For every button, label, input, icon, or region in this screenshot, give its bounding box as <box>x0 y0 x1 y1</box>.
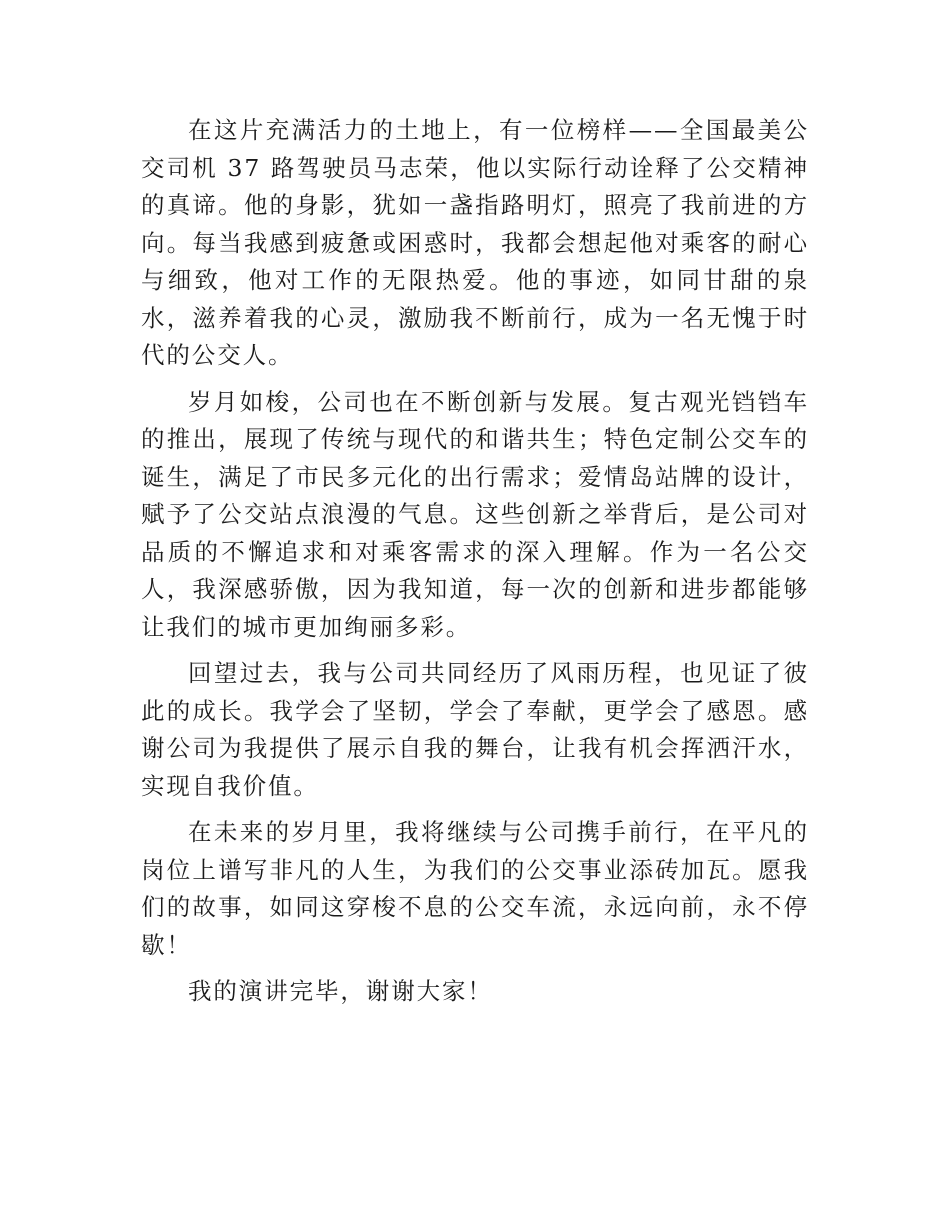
paragraph-role-model: 在这片充满活力的土地上，有一位榜样——全国最美公交司机 37 路驾驶员马志荣，他以实际行动诠释了公交精神的真谛。他的身影，犹如一盏指路明灯，照亮了我前进的方向。每当我感到疲惫或困惑时，我都会想起他对乘客的耐心与细致，他对工作的无限热爱。他的事迹，如同甘甜的泉水，滋养着我的心灵，激励我不断前行，成为一名无愧于时代的公交人。 <box>141 116 809 369</box>
paragraph-looking-back: 回望过去，我与公司共同经历了风雨历程，也见证了彼此的成长。我学会了坚韧，学会了奉献，更学会了感恩。感谢公司为我提供了展示自我的舞台，让我有机会挥洒汗水，实现自我价值。 <box>141 659 809 800</box>
document-page <box>141 112 809 1020</box>
paragraph-future: 在未来的岁月里，我将继续与公司携手前行，在平凡的岗位上谱写非凡的人生，为我们的公交事业添砖加瓦。愿我们的故事，如同这穿梭不息的公交车流，永远向前，永不停歇！ <box>141 818 809 959</box>
paragraph-closing: 我的演讲完毕，谢谢大家！ <box>188 977 493 1005</box>
paragraph-innovation: 岁月如梭，公司也在不断创新与发展。复古观光铛铛车的推出，展现了传统与现代的和谐共生；特色定制公交车的诞生，满足了市民多元化的出行需求；爱情岛站牌的设计，赋予了公交站点浪漫的气息。这些创新之举背后，是公司对品质的不懈追求和对乘客需求的深入理解。作为一名公交人，我深感骄傲，因为我知道，每一次的创新和进步都能够让我们的城市更加绚丽多彩。 <box>141 387 809 641</box>
